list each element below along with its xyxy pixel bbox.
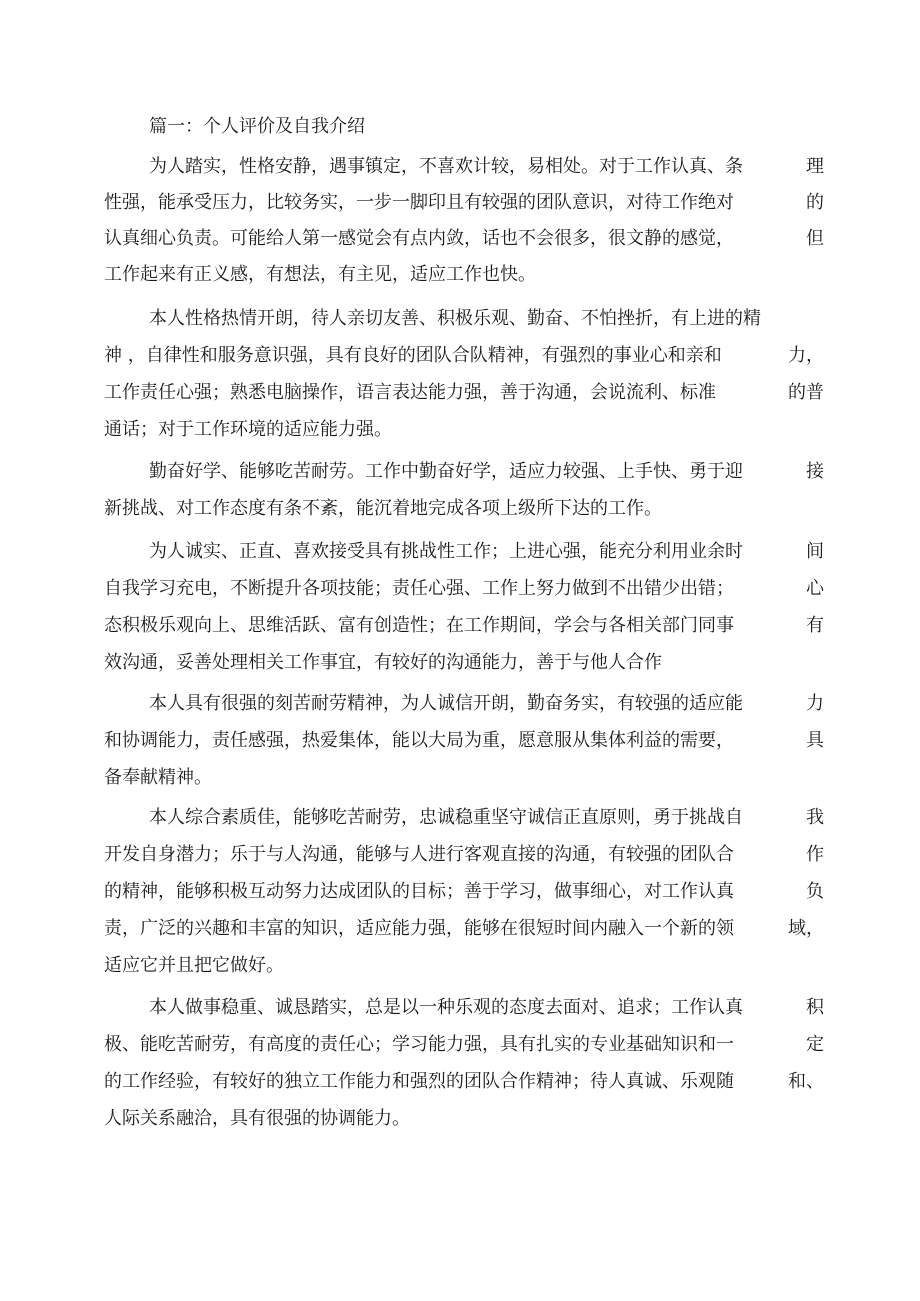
paragraph-3-line-1 — [149, 460, 824, 484]
paragraph-1-line-2 — [104, 191, 824, 215]
paragraph-6-line-1 — [149, 806, 824, 830]
paragraph-6-line-3 — [104, 880, 824, 904]
line-text: 本人具有很强的刻苦耐劳精神，为人诚信开朗，勤奋务实，有较强的适应能 — [149, 693, 743, 714]
paragraph-6-line-2 — [104, 843, 824, 867]
line-text: 勤奋好学、能够吃苦耐劳。工作中勤奋好学，适应力较强、上手快、勇于迎 — [149, 461, 743, 482]
line-text: 通话；对于工作环境的适应能力强。 — [104, 419, 392, 440]
paragraph-2-line-4 — [104, 418, 824, 442]
paragraph-4-line-2 — [104, 577, 824, 601]
line-tail: 域， — [788, 918, 824, 939]
line-text: 神 ，自律性和服务意识强，具有良好的团队合队精神，有强烈的事业心和亲和 — [104, 345, 722, 366]
paragraph-1-line-3 — [104, 227, 824, 251]
line-text: 效沟通，妥善处理相关工作事宜，有较好的沟通能力，善于与他人合作 — [104, 652, 662, 673]
line-text: 本人性格热情开朗，待人亲切友善、积极乐观、勤奋、不怕挫折，有上进的精 — [149, 308, 761, 329]
paragraph-6-line-4 — [104, 917, 824, 941]
line-text: 的精神，能够积极互动努力达成团队的目标；善于学习，做事细心，对工作认真 — [104, 881, 734, 902]
paragraph-6-line-5 — [104, 954, 824, 978]
line-tail: 我 — [806, 807, 824, 828]
paragraph-7-line-2 — [104, 1033, 824, 1057]
line-text: 本人做事稳重、诚恳踏实，总是以一种乐观的态度去面对、追求；工作认真 — [149, 997, 743, 1018]
paragraph-4-line-4 — [104, 651, 824, 675]
paragraph-5-line-1 — [149, 692, 824, 716]
line-text: 备奉献精神。 — [104, 767, 212, 788]
document-heading: 篇一：个人评价及自我介绍 — [149, 116, 365, 137]
line-tail: 但 — [806, 228, 824, 249]
line-text: 性强，能承受压力，比较务实，一步一脚印且有较强的团队意识，对待工作绝对 — [104, 192, 734, 213]
line-tail: 理 — [806, 156, 824, 177]
line-text: 本人综合素质佳，能够吃苦耐劳，忠诚稳重坚守诚信正直原则，勇于挑战自 — [149, 807, 743, 828]
paragraph-7-line-1 — [149, 996, 824, 1020]
line-text: 人际关系融洽，具有很强的协调能力。 — [104, 1108, 410, 1129]
line-tail: 负 — [806, 881, 824, 902]
line-text: 工作责任心强；熟悉电脑操作，语言表达能力强，善于沟通，会说流利、标准 — [104, 382, 716, 403]
line-text: 工作起来有正义感，有想法，有主见，适应工作也快。 — [104, 264, 536, 285]
paragraph-2-line-1 — [149, 307, 824, 331]
line-text: 责，广泛的兴趣和丰富的知识，适应能力强，能够在很短时间内融入一个新的领 — [104, 918, 734, 939]
line-tail: 定 — [806, 1034, 824, 1055]
paragraph-5-line-2 — [104, 729, 824, 753]
line-text: 极、能吃苦耐劳，有高度的责任心；学习能力强，具有扎实的专业基础知识和一 — [104, 1034, 734, 1055]
line-tail: 心 — [806, 578, 824, 599]
paragraph-5-line-3 — [104, 766, 824, 790]
line-tail: 力 — [806, 693, 824, 714]
line-text: 新挑战、对工作态度有条不紊，能沉着地完成各项上级所下达的工作。 — [104, 498, 662, 519]
line-tail: 间 — [806, 541, 824, 562]
line-text: 的工作经验，有较好的独立工作能力和强烈的团队合作精神；待人真诚、乐观随 — [104, 1071, 734, 1092]
paragraph-1-line-1 — [149, 155, 824, 179]
line-text: 适应它并且把它做好。 — [104, 955, 284, 976]
paragraph-1-line-4 — [104, 263, 824, 287]
line-text: 为人诚实、正直、喜欢接受具有挑战性工作；上进心强，能充分利用业余时 — [149, 541, 743, 562]
line-tail: 的普 — [788, 382, 824, 403]
line-tail: 具 — [806, 730, 824, 751]
line-text: 开发自身潜力；乐于与人沟通，能够与人进行客观直接的沟通，有较强的团队合 — [104, 844, 734, 865]
line-text: 和协调能力，责任感强，热爱集体，能以大局为重，愿意服从集体利益的需要， — [104, 730, 734, 751]
paragraph-3-line-2 — [104, 497, 824, 521]
paragraph-4-line-1 — [149, 540, 824, 564]
line-text: 为人踏实，性格安静，遇事镇定，不喜欢计较，易相处。对于工作认真、条 — [149, 156, 743, 177]
paragraph-2-line-3 — [104, 381, 824, 405]
line-tail: 作 — [806, 844, 824, 865]
line-text: 认真细心负责。可能给人第一感觉会有点内敛，话也不会很多，很文静的感觉， — [104, 228, 734, 249]
line-tail: 接 — [806, 461, 824, 482]
paragraph-2-line-2 — [104, 344, 824, 368]
paragraph-7-line-3 — [104, 1070, 824, 1094]
line-tail: 的 — [806, 192, 824, 213]
paragraph-4-line-3 — [104, 614, 824, 638]
paragraph-7-line-4 — [104, 1107, 824, 1131]
line-tail: 积 — [806, 997, 824, 1018]
line-tail: 有 — [806, 615, 824, 636]
line-text: 自我学习充电，不断提升各项技能；责任心强、工作上努力做到不出错少出错； — [104, 578, 734, 599]
line-text: 态积极乐观向上、思维活跃、富有创造性；在工作期间，学会与各相关部门同事 — [104, 615, 734, 636]
line-tail: 和、 — [788, 1071, 824, 1092]
line-tail: 力， — [788, 345, 824, 366]
